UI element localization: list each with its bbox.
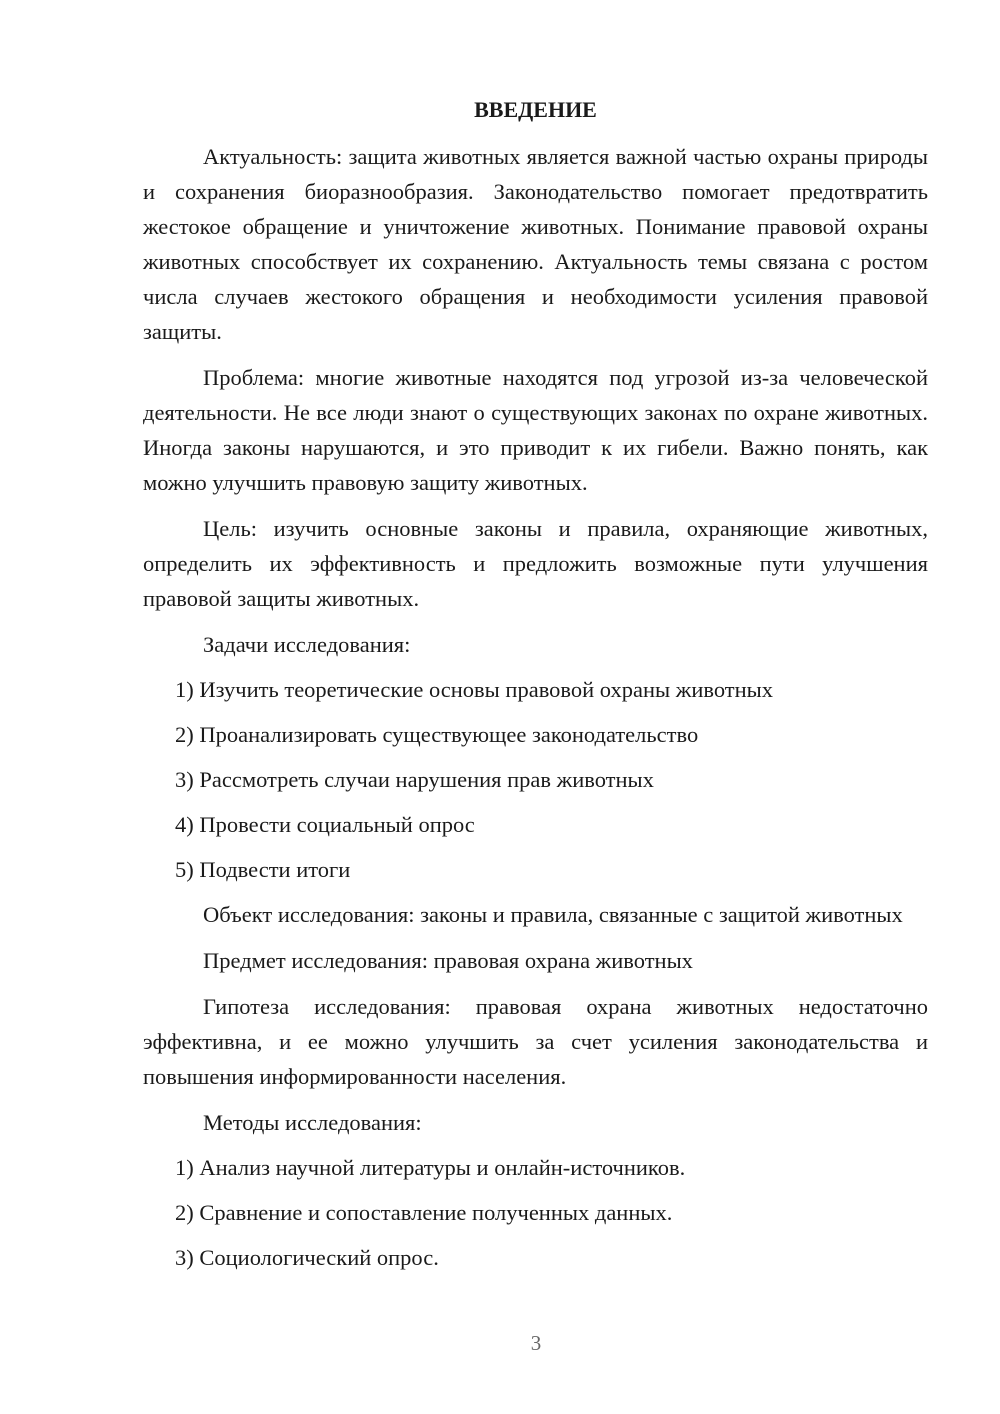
task-item: 3) Рассмотреть случаи нарушения прав животных: [175, 767, 654, 792]
paragraph-object: Объект исследования: законы и правила, связанные с защитой животных: [203, 902, 903, 927]
methods-label: Методы исследования:: [203, 1110, 422, 1135]
task-item: 2) Проанализировать существующее законодательство: [175, 722, 699, 747]
task-item: 4) Провести социальный опрос: [175, 812, 475, 837]
task-item: 1) Изучить теоретические основы правовой охраны животных: [175, 677, 774, 702]
paragraph-goal: Цель: изучить основные законы и правила, охраняющие животных, определить их эффективность и предложить возможные пути улучшения правовой защиты животных.: [143, 516, 928, 611]
method-item: 1) Анализ научной литературы и онлайн-источников.: [175, 1155, 686, 1180]
method-item: 3) Социологический опрос.: [175, 1245, 439, 1270]
task-item: 5) Подвести итоги: [175, 857, 351, 882]
paragraph-relevance: Актуальность: защита животных является важной частью охраны природы и сохранения биоразнообразия. Законодательство помогает предотвратить жестокое обращение и уничтожение животных. Понимание правовой охраны животных способствует их сохранению. Актуальность темы связана с ростом числа случаев жестокого обращения и необходимости усиления правовой защиты.: [143, 144, 928, 344]
page-number: 3: [530, 1331, 542, 1355]
paragraph-subject: Предмет исследования: правовая охрана животных: [203, 948, 693, 973]
paragraph-hypothesis: Гипотеза исследования: правовая охрана животных недостаточно эффективна, и ее можно улучшить за счет усиления законодательства и повышения информированности населения.: [143, 994, 928, 1089]
section-title: ВВЕДЕНИЕ: [474, 97, 597, 122]
document-page: [143, 92, 928, 1285]
method-item: 2) Сравнение и сопоставление полученных данных.: [175, 1200, 673, 1225]
paragraph-problem: Проблема: многие животные находятся под угрозой из-за человеческой деятельности. Не все люди знают о существующих законах по охране животных. Иногда законы нарушаются, и это приводит к их гибели. Важно понять, как можно улучшить правовую защиту животных.: [143, 365, 928, 495]
tasks-label: Задачи исследования:: [203, 632, 411, 657]
